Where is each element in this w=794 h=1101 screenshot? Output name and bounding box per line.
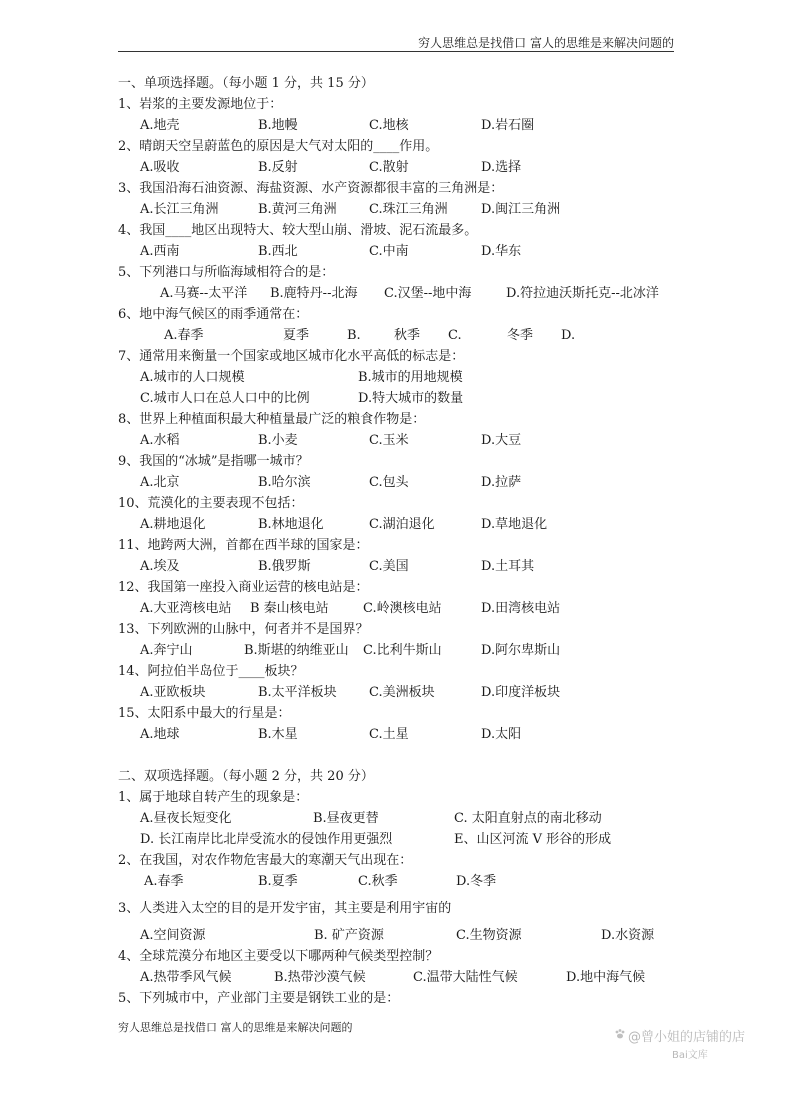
option: B.小麦 bbox=[258, 433, 298, 448]
option: B.斯堪的纳维亚山 bbox=[244, 643, 349, 658]
section-gap bbox=[118, 745, 678, 767]
option: A.北京 bbox=[140, 475, 180, 490]
question-stem: 4、我国____地区出现特大、较大型山崩、滑坡、泥石流最多。 bbox=[118, 223, 478, 238]
option: A.西南 bbox=[140, 244, 180, 259]
options-row bbox=[118, 283, 678, 304]
option: B. bbox=[347, 328, 361, 343]
option: D.太阳 bbox=[481, 727, 522, 742]
options-row bbox=[118, 682, 678, 703]
option: D.水资源 bbox=[601, 928, 655, 943]
option: C. 太阳直射点的南北移动 bbox=[454, 811, 602, 826]
option: B.林地退化 bbox=[258, 517, 324, 532]
option: D.冬季 bbox=[456, 874, 497, 889]
option: B.黄河三角洲 bbox=[258, 202, 337, 217]
question-stem: 11、地跨两大洲，首都在西半球的国家是： bbox=[118, 538, 369, 553]
page-footer: 穷人思维总是找借口 富人的思维是来解决问题的 bbox=[118, 1021, 353, 1034]
options-row bbox=[118, 514, 678, 535]
question-stem: 13、下列欧洲的山脉中，何者并不是国界？ bbox=[118, 622, 369, 637]
options-row bbox=[118, 325, 678, 346]
option: A.亚欧板块 bbox=[140, 685, 206, 700]
question-stem: 3、人类进入太空的目的是开发宇宙，其主要是利用宇宙的 bbox=[118, 901, 452, 916]
option: B.俄罗斯 bbox=[258, 559, 311, 574]
option: C.秋季 bbox=[358, 874, 398, 889]
question-stem: 6、地中海气候区的雨季通常在： bbox=[118, 307, 309, 322]
option: C.温带大陆性气候 bbox=[413, 970, 518, 985]
option: C.珠江三角洲 bbox=[369, 202, 448, 217]
options-row bbox=[118, 640, 678, 661]
option: B.夏季 bbox=[258, 874, 298, 889]
option: B.鹿特丹--北海 bbox=[270, 286, 358, 301]
option: B.昼夜更替 bbox=[313, 811, 379, 826]
exam-content bbox=[118, 74, 678, 1009]
option: C.中南 bbox=[369, 244, 409, 259]
option: D. bbox=[561, 328, 576, 343]
question-stem: 5、下列城市中，产业部门主要是钢铁工业的是： bbox=[118, 991, 400, 1006]
option: 冬季 bbox=[507, 328, 534, 343]
options-row bbox=[118, 598, 678, 619]
option: B.西北 bbox=[258, 244, 298, 259]
option: C.美国 bbox=[369, 559, 409, 574]
question-stem: 3、我国沿海石油资源、海盐资源、水产资源都很丰富的三角洲是： bbox=[118, 181, 504, 196]
options-row bbox=[118, 829, 678, 850]
option: D.地中海气候 bbox=[566, 970, 646, 985]
option: C.城市人口在总人口中的比例 bbox=[140, 391, 310, 406]
option: A.奔宁山 bbox=[140, 643, 193, 658]
option: D. 长江南岸比北岸受流水的侵蚀作用更强烈 bbox=[140, 832, 393, 847]
question-stem: 8、世界上种植面积最大种植量最广泛的粮食作物是： bbox=[118, 412, 426, 427]
option: B.反射 bbox=[258, 160, 298, 175]
question-stem: 9、我国的“冰城”是指哪一城市？ bbox=[118, 454, 309, 469]
options-row bbox=[118, 925, 678, 946]
option: C.比利牛斯山 bbox=[363, 643, 442, 658]
question-stem: 14、阿拉伯半岛位于____板块？ bbox=[118, 664, 304, 679]
option: C.美洲板块 bbox=[369, 685, 435, 700]
option: A.耕地退化 bbox=[140, 517, 206, 532]
options-row bbox=[118, 367, 678, 388]
option: B 秦山核电站 bbox=[250, 601, 329, 616]
option: D.符拉迪沃斯托克--北冰洋 bbox=[506, 286, 659, 301]
question-stem: 1、岩浆的主要发源地位于： bbox=[118, 97, 283, 112]
option: C.湖泊退化 bbox=[369, 517, 435, 532]
option: C.岭澳核电站 bbox=[363, 601, 442, 616]
paw-icon bbox=[614, 1028, 626, 1040]
option: A.空间资源 bbox=[140, 928, 206, 943]
option: D.岩石圈 bbox=[481, 118, 535, 133]
option: A.昼夜长短变化 bbox=[140, 811, 232, 826]
question-stem: 1、属于地球自转产生的现象是： bbox=[118, 790, 309, 805]
option: A.水稻 bbox=[140, 433, 180, 448]
option: D.大豆 bbox=[481, 433, 522, 448]
option: C.散射 bbox=[369, 160, 409, 175]
options-row bbox=[118, 871, 678, 892]
option: B.城市的用地规模 bbox=[358, 370, 463, 385]
option: B.太平洋板块 bbox=[258, 685, 337, 700]
option: C.生物资源 bbox=[456, 928, 522, 943]
option: D.特大城市的数量 bbox=[358, 391, 464, 406]
question-stem: 15、太阳系中最大的行星是： bbox=[118, 706, 291, 721]
question-stem: 2、晴朗天空呈蔚蓝色的原因是大气对太阳的____作用。 bbox=[118, 139, 439, 154]
option: A.春季 bbox=[164, 328, 204, 343]
option: D.田湾核电站 bbox=[481, 601, 561, 616]
option: B.木星 bbox=[258, 727, 298, 742]
option: C.土星 bbox=[369, 727, 409, 742]
question-stem: 4、全球荒漠分布地区主要受以下哪两种气候类型控制？ bbox=[118, 949, 439, 964]
section-title: 二、双项选择题。（每小题 2 分，共 20 分） bbox=[118, 769, 374, 784]
option: 夏季 bbox=[283, 328, 310, 343]
options-row bbox=[118, 724, 678, 745]
option: C. bbox=[448, 328, 462, 343]
option: D.阿尔卑斯山 bbox=[481, 643, 561, 658]
option: C.地核 bbox=[369, 118, 409, 133]
option: B.哈尔滨 bbox=[258, 475, 311, 490]
section-title: 一、单项选择题。（每小题 1 分，共 15 分） bbox=[118, 76, 374, 91]
options-row bbox=[118, 808, 678, 829]
option: D.拉萨 bbox=[481, 475, 522, 490]
option: A.地壳 bbox=[140, 118, 180, 133]
option: A.长江三角洲 bbox=[140, 202, 219, 217]
option: D.土耳其 bbox=[481, 559, 535, 574]
watermark-store: @曾小姐的店铺的店 bbox=[628, 1030, 746, 1045]
options-row bbox=[118, 157, 678, 178]
option: A.热带季风气候 bbox=[140, 970, 232, 985]
options-row bbox=[118, 388, 678, 409]
header-divider bbox=[118, 51, 674, 52]
option: A.大亚湾核电站 bbox=[140, 601, 232, 616]
question-stem: 5、下列港口与所临海域相符合的是： bbox=[118, 265, 335, 280]
option: A.吸收 bbox=[140, 160, 180, 175]
option: E、山区河流 V 形谷的形成 bbox=[454, 832, 612, 847]
watermark-logo: Bai文库 bbox=[672, 1050, 708, 1061]
question-stem: 7、通常用来衡量一个国家或地区城市化水平高低的标志是： bbox=[118, 349, 465, 364]
option: 秋季 bbox=[394, 328, 421, 343]
question-stem: 12、我国第一座投入商业运营的核电站是： bbox=[118, 580, 369, 595]
option: C.包头 bbox=[369, 475, 409, 490]
option: A.城市的人口规模 bbox=[140, 370, 245, 385]
option: B.热带沙漠气候 bbox=[274, 970, 366, 985]
option: D.选择 bbox=[481, 160, 522, 175]
option: D.闽江三角洲 bbox=[481, 202, 561, 217]
options-row bbox=[118, 472, 678, 493]
option: D.印度洋板块 bbox=[481, 685, 561, 700]
option: D.华东 bbox=[481, 244, 522, 259]
option: A.马赛--太平洋 bbox=[160, 286, 248, 301]
option: B.地幔 bbox=[258, 118, 298, 133]
options-row bbox=[118, 199, 678, 220]
options-row bbox=[118, 556, 678, 577]
option: D.草地退化 bbox=[481, 517, 548, 532]
question-stem: 2、在我国，对农作物危害最大的寒潮天气出现在： bbox=[118, 853, 413, 868]
option: A.埃及 bbox=[140, 559, 180, 574]
options-row bbox=[118, 967, 678, 988]
option: A.地球 bbox=[140, 727, 180, 742]
options-row bbox=[118, 115, 678, 136]
option: A.春季 bbox=[144, 874, 184, 889]
option: C.汉堡--地中海 bbox=[384, 286, 472, 301]
option: B. 矿产资源 bbox=[314, 928, 384, 943]
question-stem: 10、荒漠化的主要表现不包括： bbox=[118, 496, 304, 511]
option: C.玉米 bbox=[369, 433, 409, 448]
page-header: 穷人思维总是找借口 富人的思维是来解决问题的 bbox=[418, 36, 674, 50]
options-row bbox=[118, 430, 678, 451]
options-row bbox=[118, 241, 678, 262]
